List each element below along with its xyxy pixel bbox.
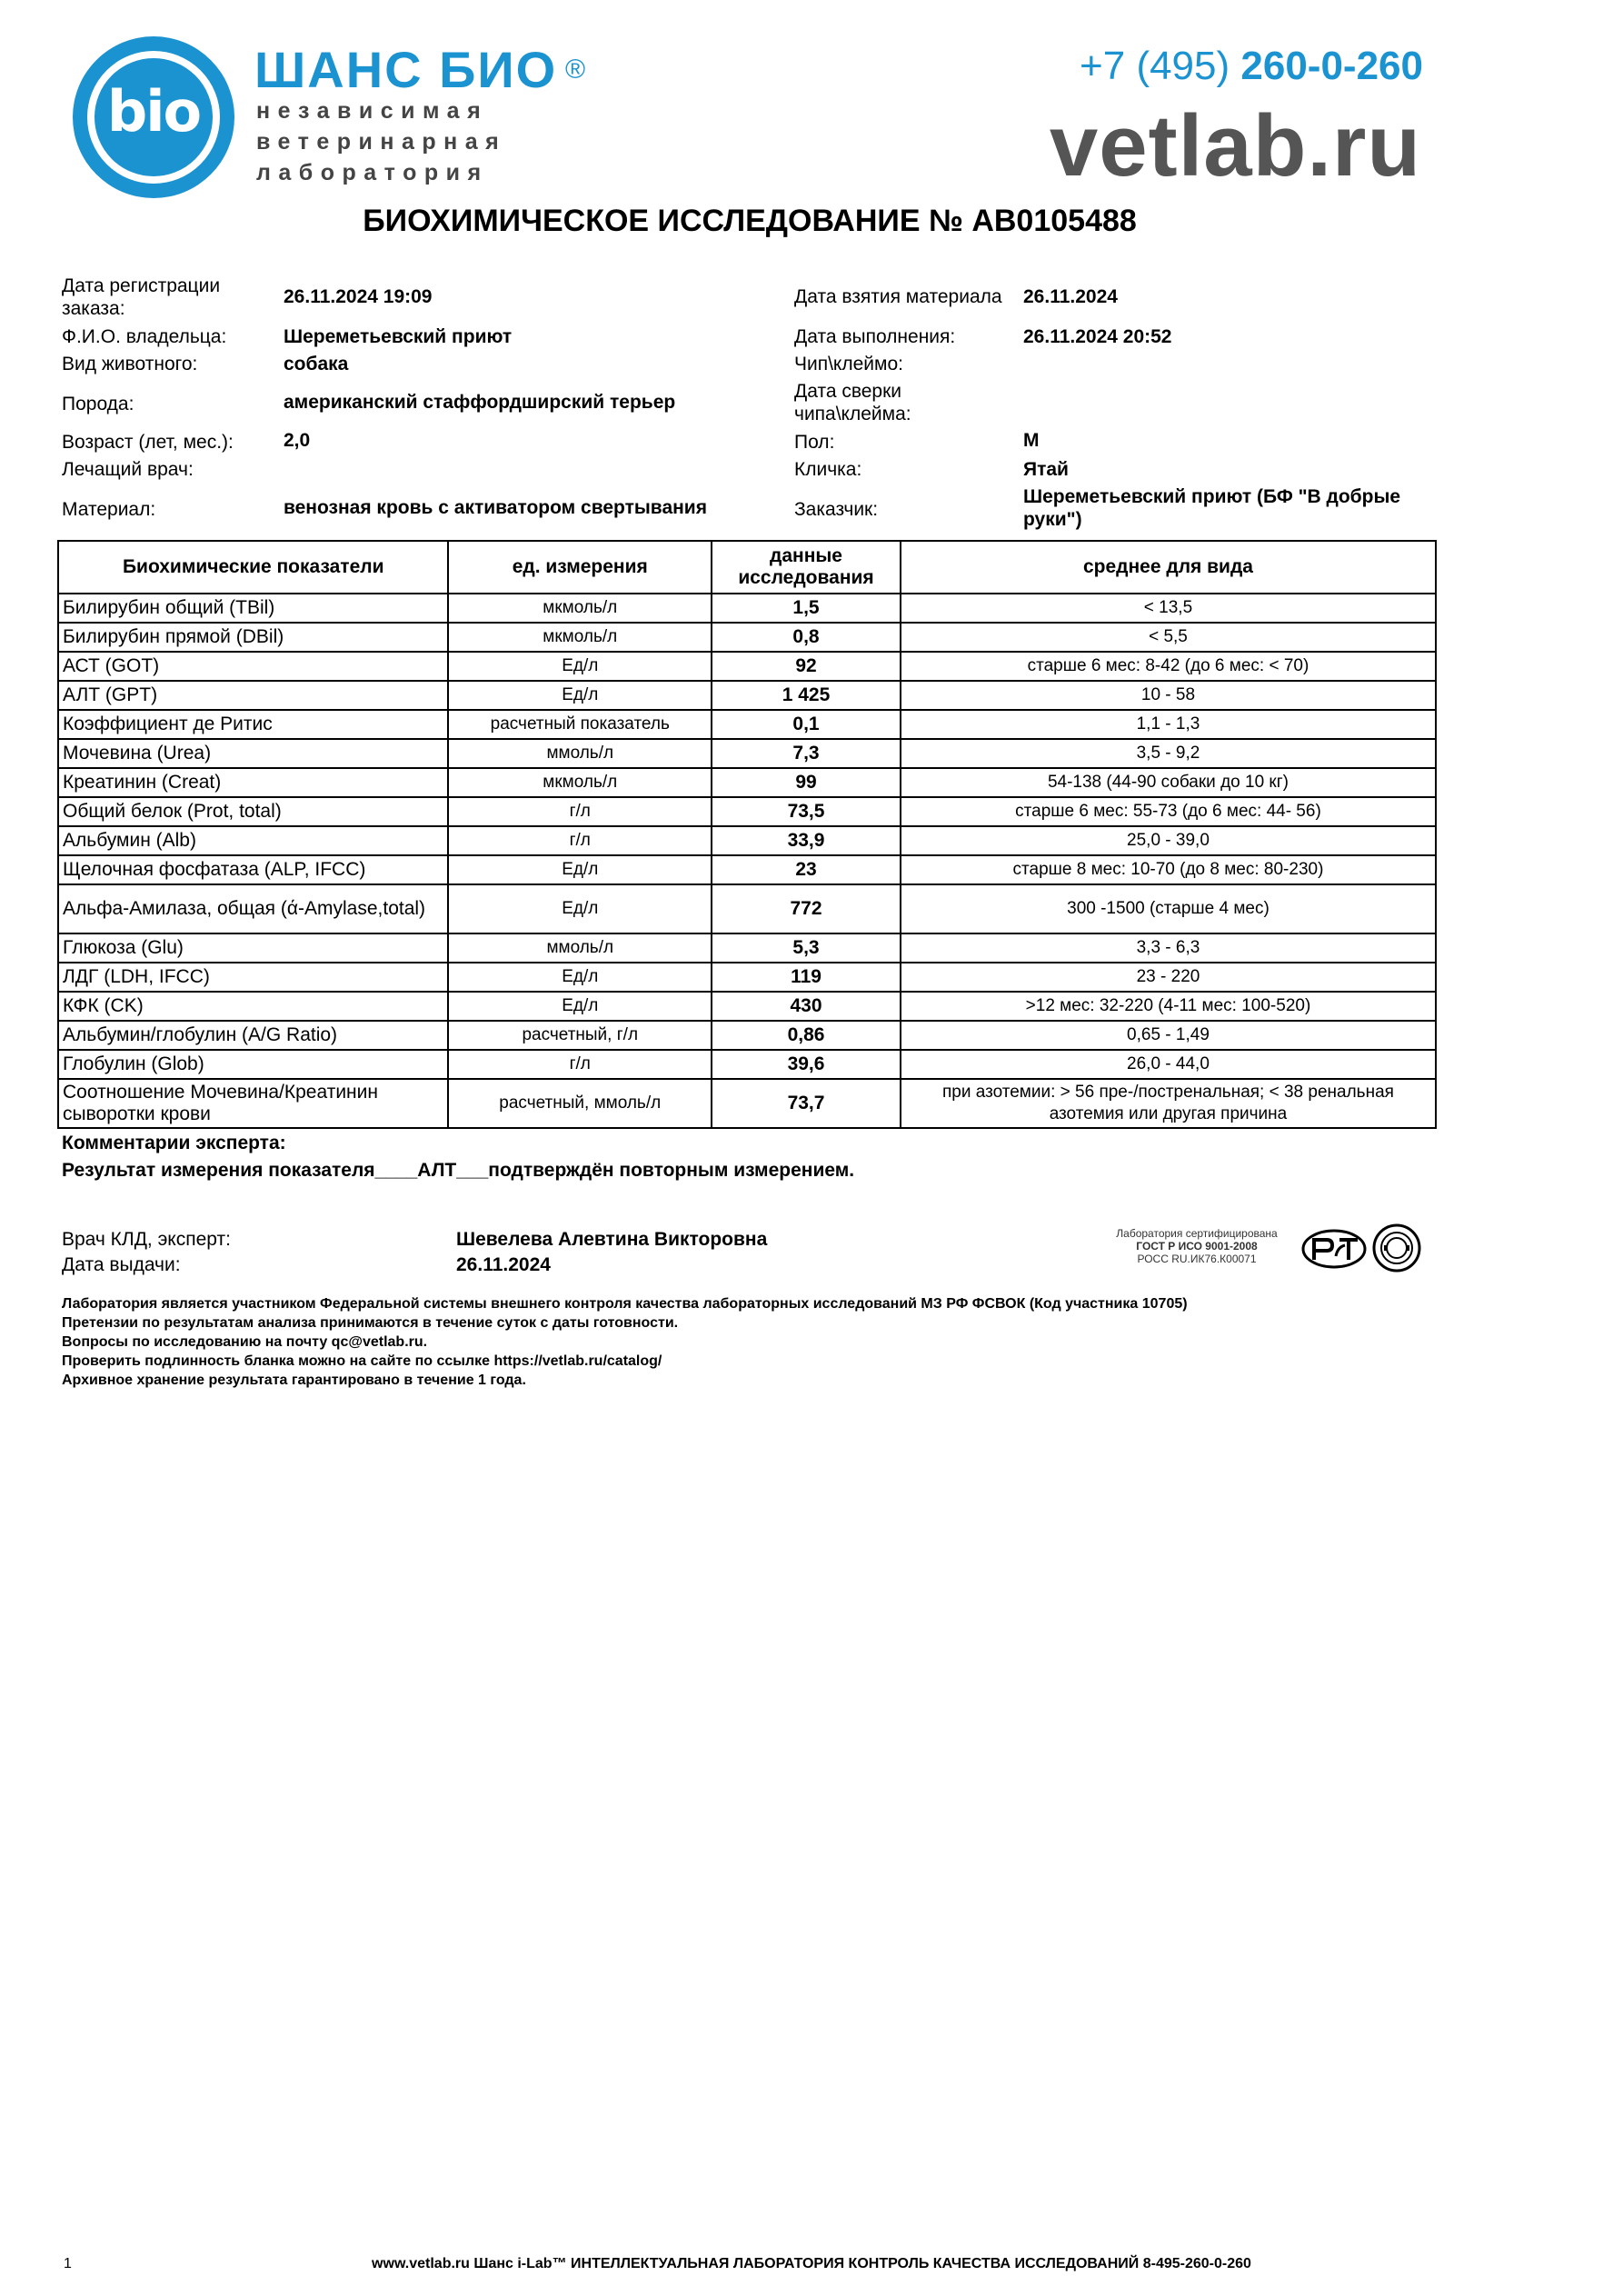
note-line: Архивное хранение результата гарантировано в течение 1 года. xyxy=(62,1373,526,1388)
results-table xyxy=(57,540,1437,1129)
reference-cell: при азотемии: > 56 пре-/постренальная; < 38 ренальная азотемия или другая причина xyxy=(901,1079,1436,1128)
material-label: Материал: xyxy=(62,499,156,520)
indicator-cell: Альфа-Амилаза, общая (ά-Amylase,total) xyxy=(58,884,448,933)
pet-name-label: Кличка: xyxy=(794,459,862,480)
value-cell: 1 425 xyxy=(712,681,901,710)
certification-text xyxy=(1094,1227,1299,1265)
indicator-cell: Мочевина (Urea) xyxy=(58,739,448,768)
doctor-role-label: Врач КЛД, эксперт: xyxy=(62,1229,231,1250)
note-line: Проверить подлинность бланка можно на сайте по ссылке https://vetlab.ru/catalog/ xyxy=(62,1353,662,1369)
value-cell: 23 xyxy=(712,855,901,884)
indicator-cell: Коэффициент де Ритис xyxy=(58,710,448,739)
unit-cell: расчетный, ммоль/л xyxy=(448,1079,712,1128)
unit-cell: Ед/л xyxy=(448,855,712,884)
iso-certification-seal-icon xyxy=(1372,1223,1421,1273)
age-value: 2,0 xyxy=(284,430,311,451)
sex-value: М xyxy=(1023,430,1040,451)
value-cell: 99 xyxy=(712,768,901,797)
unit-cell: мкмоль/л xyxy=(448,594,712,623)
value-cell: 0,1 xyxy=(712,710,901,739)
phone-prefix: +7 (495) xyxy=(1080,44,1230,88)
reference-cell: старше 6 мес: 8-42 (до 6 мес: < 70) xyxy=(901,652,1436,681)
value-cell: 92 xyxy=(712,652,901,681)
chip-label: Чип\клеймо: xyxy=(794,354,903,374)
note-line: Лаборатория является участником Федеральной системы внешнего контроля качества лабораторных исследований МЗ РФ ФСВОК (Код участника 10705) xyxy=(62,1296,1188,1312)
reference-cell: 0,65 - 1,49 xyxy=(901,1021,1436,1050)
brand-subtitle-line-3: лаборатория xyxy=(256,160,489,185)
unit-cell: Ед/л xyxy=(448,884,712,933)
table-row xyxy=(58,739,1436,768)
table-row xyxy=(58,623,1436,652)
page-title: БИОХИМИЧЕСКОЕ ИССЛЕДОВАНИЕ № AB0105488 xyxy=(363,204,1137,238)
table-row xyxy=(58,1050,1436,1079)
table-row xyxy=(58,933,1436,963)
cert-line-2: ГОСТ Р ИСО 9001-2008 xyxy=(1136,1240,1258,1253)
table-row xyxy=(58,855,1436,884)
table-row xyxy=(58,884,1436,933)
col-header-indicator: Биохимические показатели xyxy=(58,541,448,594)
site-logo: vetlab.ru xyxy=(1049,97,1421,195)
cert-line-1: Лаборатория сертифицирована xyxy=(1116,1227,1278,1240)
reference-cell: 3,3 - 6,3 xyxy=(901,933,1436,963)
rst-certification-mark-icon xyxy=(1301,1229,1367,1269)
unit-cell: Ед/л xyxy=(448,681,712,710)
reference-cell: 3,5 - 9,2 xyxy=(901,739,1436,768)
reference-cell: 1,1 - 1,3 xyxy=(901,710,1436,739)
value-cell: 33,9 xyxy=(712,826,901,855)
vet-label: Лечащий врач: xyxy=(62,459,194,480)
table-row xyxy=(58,992,1436,1021)
note-line: Претензии по результатам анализа принимаются в течение суток с даты готовности. xyxy=(62,1315,679,1331)
indicator-cell: ЛДГ (LDH, IFCC) xyxy=(58,963,448,992)
age-label: Возраст (лет, мес.): xyxy=(62,432,234,453)
customer-value: Шереметьевский приют (БФ "В добрые руки") xyxy=(1023,486,1401,530)
table-row xyxy=(58,594,1436,623)
phone xyxy=(1080,44,1423,89)
issue-date-value: 26.11.2024 xyxy=(456,1254,551,1275)
table-row xyxy=(58,963,1436,992)
table-row xyxy=(58,826,1436,855)
sample-date-value: 26.11.2024 xyxy=(1023,286,1118,307)
comments-heading: Комментарии эксперта: xyxy=(62,1133,286,1153)
table-row xyxy=(58,681,1436,710)
comments-text: Результат измерения показателя____АЛТ___подтверждён повторным измерением. xyxy=(62,1160,855,1181)
unit-cell: Ед/л xyxy=(448,992,712,1021)
reg-date-value: 26.11.2024 19:09 xyxy=(284,286,433,307)
reference-cell: старше 8 мес: 10-70 (до 8 мес: 80-230) xyxy=(901,855,1436,884)
brand-registered-mark: ® xyxy=(565,55,586,85)
owner-label: Ф.И.О. владельца: xyxy=(62,326,227,347)
table-row xyxy=(58,797,1436,826)
note-line: Вопросы по исследованию на почту qc@vetlab.ru. xyxy=(62,1334,428,1350)
unit-cell: мкмоль/л xyxy=(448,768,712,797)
done-date-value: 26.11.2024 20:52 xyxy=(1023,326,1172,347)
breed-value: американский стаффордширский терьер xyxy=(284,392,676,413)
species-value: собака xyxy=(284,354,349,374)
reference-cell: 10 - 58 xyxy=(901,681,1436,710)
table-row xyxy=(58,1079,1436,1128)
logo-text: bio xyxy=(106,78,201,145)
done-date-label: Дата выполнения: xyxy=(794,326,956,347)
brand-subtitle-line-2: ветеринарная xyxy=(256,129,507,155)
value-cell: 7,3 xyxy=(712,739,901,768)
indicator-cell: Креатинин (Creat) xyxy=(58,768,448,797)
value-cell: 1,5 xyxy=(712,594,901,623)
table-row xyxy=(58,768,1436,797)
notes-block xyxy=(62,1294,1188,1390)
unit-cell: Ед/л xyxy=(448,963,712,992)
value-cell: 430 xyxy=(712,992,901,1021)
indicator-cell: Щелочная фосфатаза (ALP, IFCC) xyxy=(58,855,448,884)
unit-cell: расчетный, г/л xyxy=(448,1021,712,1050)
indicator-cell: АЛТ (GPT) xyxy=(58,681,448,710)
col-header-unit: ед. измерения xyxy=(448,541,712,594)
reference-cell: >12 мес: 32-220 (4-11 мес: 100-520) xyxy=(901,992,1436,1021)
doctor-name: Шевелева Алевтина Викторовна xyxy=(456,1229,768,1250)
material-value: венозная кровь с активатором свертывания xyxy=(284,497,707,518)
table-row xyxy=(58,652,1436,681)
unit-cell: г/л xyxy=(448,826,712,855)
indicator-cell: Альбумин/глобулин (A/G Ratio) xyxy=(58,1021,448,1050)
reference-cell: 54-138 (44-90 собаки до 10 кг) xyxy=(901,768,1436,797)
value-cell: 772 xyxy=(712,884,901,933)
col-header-reference: среднее для вида xyxy=(901,541,1436,594)
indicator-cell: АСТ (GOT) xyxy=(58,652,448,681)
value-cell: 73,5 xyxy=(712,797,901,826)
indicator-cell: Билирубин прямой (DBil) xyxy=(58,623,448,652)
indicator-cell: Глобулин (Glob) xyxy=(58,1050,448,1079)
phone-number: 260-0-260 xyxy=(1240,44,1423,88)
footer-text: www.vetlab.ru Шанс i-Lab™ ИНТЕЛЛЕКТУАЛЬНАЯ ЛАБОРАТОРИЯ КОНТРОЛЬ КАЧЕСТВА ИССЛЕДОВАНИЙ 8-495-260-0-260 xyxy=(372,2256,1251,2271)
reference-cell: 26,0 - 44,0 xyxy=(901,1050,1436,1079)
unit-cell: Ед/л xyxy=(448,652,712,681)
value-cell: 73,7 xyxy=(712,1079,901,1128)
sex-label: Пол: xyxy=(794,432,835,453)
species-label: Вид животного: xyxy=(62,354,198,374)
unit-cell: ммоль/л xyxy=(448,933,712,963)
indicator-cell: КФК (CK) xyxy=(58,992,448,1021)
reference-cell: старше 6 мес: 55-73 (до 6 мес: 44- 56) xyxy=(901,797,1436,826)
reference-cell: 300 -1500 (старше 4 мес) xyxy=(901,884,1436,933)
owner-value: Шереметьевский приют xyxy=(284,326,513,347)
page-number: 1 xyxy=(64,2256,72,2271)
unit-cell: г/л xyxy=(448,1050,712,1079)
table-row xyxy=(58,1021,1436,1050)
unit-cell: г/л xyxy=(448,797,712,826)
unit-cell: мкмоль/л xyxy=(448,623,712,652)
col-header-value: данные исследования xyxy=(712,541,901,594)
table-header-row xyxy=(58,541,1436,594)
indicator-cell: Общий белок (Prot, total) xyxy=(58,797,448,826)
brand-name: ШАНС БИО xyxy=(254,41,558,98)
value-cell: 0,8 xyxy=(712,623,901,652)
brand-subtitle-line-1: независимая xyxy=(256,98,489,124)
chip-check-label: Дата сверки чипа\клейма: xyxy=(794,381,911,424)
indicator-cell: Глюкоза (Glu) xyxy=(58,933,448,963)
indicator-cell: Альбумин (Alb) xyxy=(58,826,448,855)
unit-cell: расчетный показатель xyxy=(448,710,712,739)
breed-label: Порода: xyxy=(62,394,134,414)
table-row xyxy=(58,710,1436,739)
value-cell: 0,86 xyxy=(712,1021,901,1050)
unit-cell: ммоль/л xyxy=(448,739,712,768)
value-cell: 5,3 xyxy=(712,933,901,963)
indicator-cell: Билирубин общий (TBil) xyxy=(58,594,448,623)
table-body xyxy=(58,594,1436,1128)
customer-label: Заказчик: xyxy=(794,499,879,520)
value-cell: 39,6 xyxy=(712,1050,901,1079)
reference-cell: 23 - 220 xyxy=(901,963,1436,992)
indicator-cell: Соотношение Мочевина/Креатинин сыворотки крови xyxy=(58,1079,448,1128)
cert-line-3: РОСС RU.ИК76.К00071 xyxy=(1137,1253,1257,1265)
reference-cell: 25,0 - 39,0 xyxy=(901,826,1436,855)
reference-cell: < 5,5 xyxy=(901,623,1436,652)
issue-date-label: Дата выдачи: xyxy=(62,1254,181,1275)
sample-date-label: Дата взятия материала xyxy=(794,286,1002,307)
reference-cell: < 13,5 xyxy=(901,594,1436,623)
reg-date-label: Дата регистрации заказа: xyxy=(62,275,221,319)
pet-name-value: Ятай xyxy=(1023,459,1069,480)
value-cell: 119 xyxy=(712,963,901,992)
